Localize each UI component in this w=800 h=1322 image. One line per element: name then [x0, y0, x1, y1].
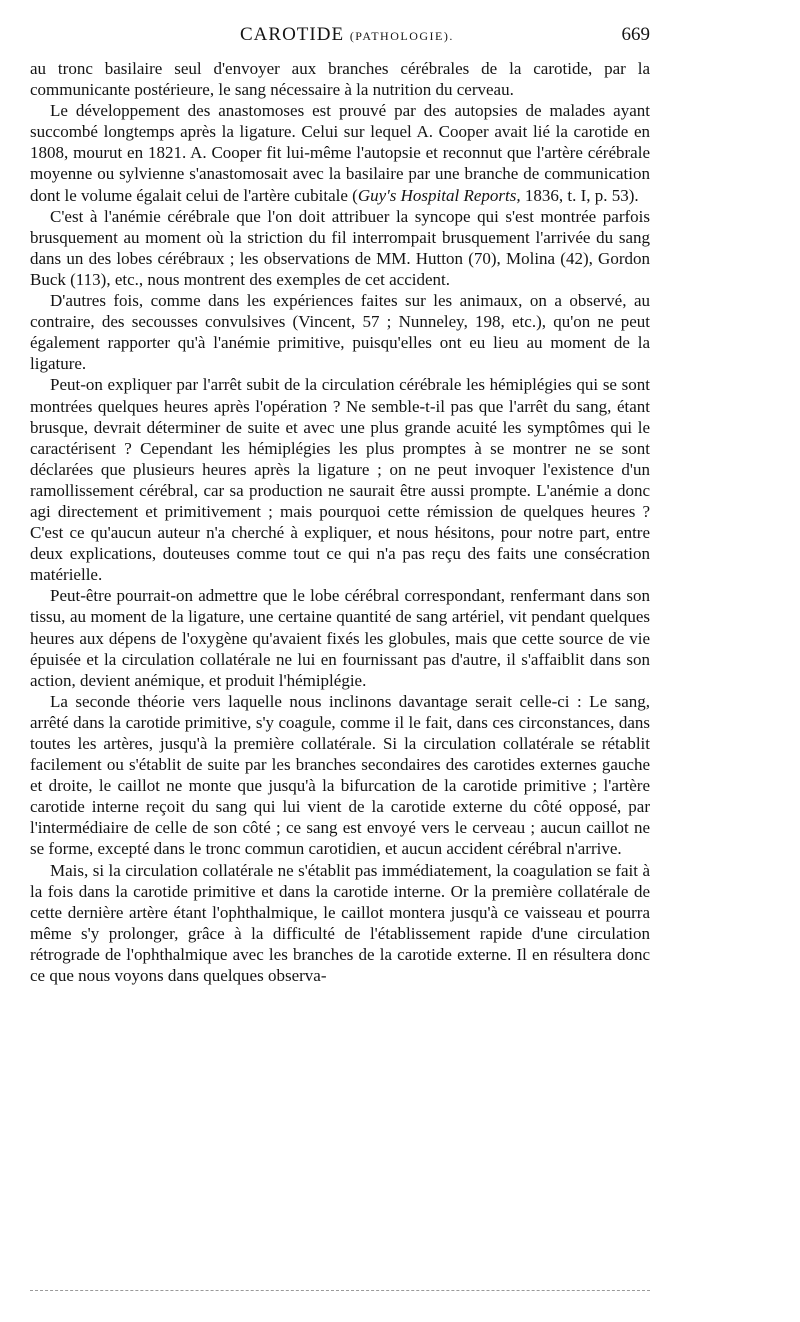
text-segment: C'est à l'anémie cérébrale que l'on doit attribuer la syncope qui s'est montrée parfois brusquement au moment où la striction du fil interrompait brusquement l'arrivée du sang dans un des lobes cérébraux ; les observations de MM. Hutton (70), Molina (42), Gordon Buck (113), etc., nous montrent des exemples de cet accident. — [30, 206, 650, 289]
paragraph — [30, 100, 650, 205]
text-segment: Mais, si la circulation collatérale ne s'établit pas immédiatement, la coagulation se fait à la fois dans la carotide primitive et dans la carotide interne. Or la première collatérale de cette dernière artère étant l'ophthalmique, le caillot montera jusqu'à ce vaisseau et pourra même s'y prolonger, grâce à la difficulté de l'établissement rapide d'une circulation rétrograde de l'ophthalmique avec les branches de la carotide externe. Il en résultera donc ce que nous voyons dans quelques observa- — [30, 860, 650, 986]
text-segment: D'autres fois, comme dans les expériences faites sur les animaux, on a observé, au contraire, des secousses convulsives (Vincent, 57 ; Nunneley, 198, etc.), qu'on ne peut également rapporter qu'à l'anémie primitive, puisqu'elles ont eu lieu au moment de la ligature. — [30, 291, 650, 374]
paragraph — [30, 860, 650, 987]
citation-italic: Guy's Hospital Reports, — [357, 185, 521, 205]
paragraph — [30, 585, 650, 690]
page-number: 669 — [621, 24, 650, 45]
text-segment: 1836, t. I, p. 53). — [520, 185, 639, 205]
text-segment: Le développement des anastomoses est prouvé par des autopsies de malades ayant succombé longtemps après la ligature. Celui sur lequel A. Cooper avait lié la carotide en 1808, mourut en 1821. A. Cooper fit lui-même l'autopsie et reconnut que l'artère cérébrale moyenne ou sylvienne s'anastomosait avec la basilaire par une branche de communication dont le volume égalait celui de l'artère cubitale ( — [30, 101, 650, 205]
header-title-main: CAROTIDE — [240, 24, 345, 45]
paragraph — [30, 206, 650, 290]
footer-rule — [30, 1290, 650, 1291]
paragraph — [30, 374, 650, 585]
text-segment: La seconde théorie vers laquelle nous inclinons davantage serait celle-ci : Le sang, arrêté dans la carotide primitive, s'y coagule, comme il le fait, dans ces circonstances, dans toutes les artères, jusqu'à la première collatérale. Si la circulation collatérale se rétablit facilement ou s'établit de suite par les branches secondaires des carotides externes gauche et droite, le caillot ne monte que jusqu'à la bifurcation de la carotide primitive ; l'artère carotide interne reçoit du sang qui lui vient de la carotide externe du côté opposé, par l'intermédiaire de celle de son côté ; ce sang est envoyé vers le cerveau ; aucun caillot ne se forme, excepté dans le tronc commun carotidien, et aucun accident cérébral n'arrive. — [30, 691, 650, 859]
text-segment: au tronc basilaire seul d'envoyer aux branches cérébrales de la carotide, par la communicante postérieure, le sang nécessaire à la nutrition du cerveau. — [30, 59, 650, 100]
text-segment: Peut-on expliquer par l'arrêt subit de la circulation cérébrale les hémiplégies qui se sont montrées quelques heures après l'opération ? Ne semble-t-il pas que l'arrêt du sang, étant brusque, devrait déterminer de suite et avec une plus grande acuité les symptômes qui le caractérisent ? Cependant les hémiplégies les plus promptes à se montrer ne se sont déclarées que plusieurs heures après la ligature ; on ne peut invoquer l'existence d'un ramollissement cérébral, car sa production ne saurait être aussi prompte. L'anémie a donc agi directement et primitivement ; mais pourquoi cette rémission de quelques heures ? C'est ce qu'aucun auteur n'a cherché à expliquer, et nous hésitons, pour notre part, entre deux explications, douteuses comme tout ce qui n'a pas reçu des faits une consécration matérielle. — [30, 375, 650, 585]
body-text — [30, 58, 650, 986]
header-title — [28, 24, 454, 46]
paragraph — [30, 290, 650, 374]
paragraph — [30, 58, 650, 100]
running-header — [28, 24, 650, 52]
paragraph — [30, 691, 650, 860]
header-subtitle: (PATHOLOGIE). — [349, 29, 454, 43]
text-segment: Peut-être pourrait-on admettre que le lobe cérébral correspondant, renfermant dans son tissu, au moment de la ligature, une certaine quantité de sang artériel, vit pendant quelques heures aux dépens de l'oxygène qu'avaient fixés les globules, mais que cette source de vie épuisée et la circulation collatérale ne lui en fournissant pas d'autre, il s'affaiblit dans son action, devient anémique, et produit l'hémiplégie. — [30, 586, 650, 690]
